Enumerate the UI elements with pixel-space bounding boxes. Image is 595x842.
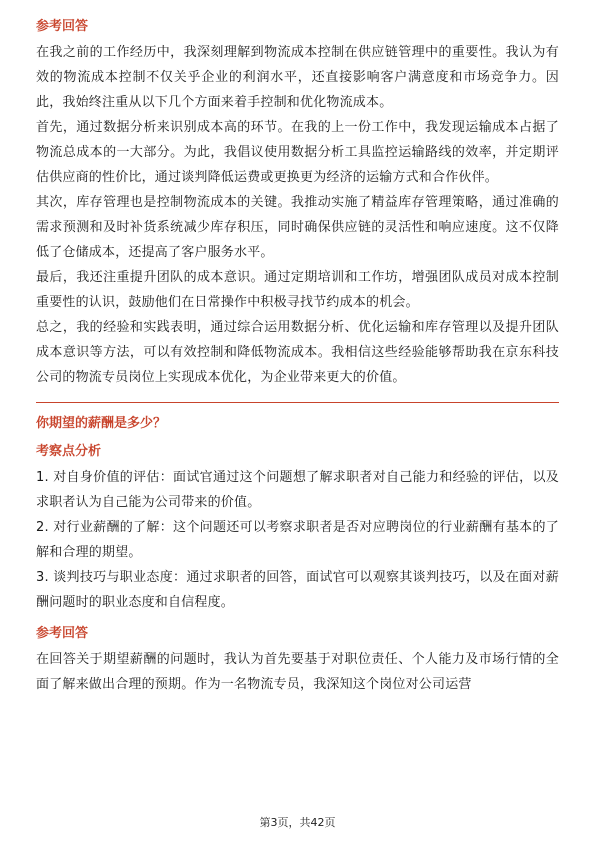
- analysis-item: 3. 谈判技巧与职业态度：通过求职者的回答，面试官可以观察其谈判技巧，以及在面对薪酬问题时的职业态度和自信程度。: [36, 570, 559, 610]
- section-heading-reference-answer-2: 参考回答: [36, 626, 89, 641]
- section-heading-analysis: 考察点分析: [36, 444, 102, 459]
- section-heading-reference-answer: 参考回答: [36, 19, 89, 34]
- section-divider: [36, 402, 559, 403]
- paragraph: 首先，通过数据分析来识别成本高的环节。在我的上一份工作中，我发现运输成本占据了物流总成本的一大部分。为此，我倡议使用数据分析工具监控运输路线的效率，并定期评估供应商的性价比，通过谈判降低运费或更换更为经济的运输方式和合作伙伴。: [36, 120, 559, 185]
- question-title: 你期望的薪酬是多少？: [36, 416, 167, 431]
- analysis-item: 2. 对行业薪酬的了解：这个问题还可以考察求职者是否对应聘岗位的行业薪酬有基本的了解和合理的期望。: [36, 520, 559, 560]
- page-number: 第3页，共42页: [259, 816, 336, 829]
- paragraph: 总之，我的经验和实践表明，通过综合运用数据分析、优化运输和库存管理以及提升团队成本意识等方法，可以有效控制和降低物流成本。我相信这些经验能够帮助我在京东科技公司的物流专员岗位上实现成本优化，为企业带来更大的价值。: [36, 320, 559, 385]
- paragraph: 最后，我还注重提升团队的成本意识。通过定期培训和工作坊，增强团队成员对成本控制重要性的认识，鼓励他们在日常操作中积极寻找节约成本的机会。: [36, 270, 559, 310]
- paragraph: 在回答关于期望薪酬的问题时，我认为首先要基于对职位责任、个人能力及市场行情的全面了解来做出合理的预期。作为一名物流专员，我深知这个岗位对公司运营: [36, 652, 559, 692]
- paragraph: 其次，库存管理也是控制物流成本的关键。我推动实施了精益库存管理策略，通过准确的需求预测和及时补货系统减少库存积压，同时确保供应链的灵活性和响应速度。这不仅降低了仓储成本，还提高了客户服务水平。: [36, 195, 559, 260]
- paragraph: 在我之前的工作经历中，我深刻理解到物流成本控制在供应链管理中的重要性。我认为有效的物流成本控制不仅关乎企业的利润水平，还直接影响客户满意度和市场竞争力。因此，我始终注重从以下几个方面来着手控制和优化物流成本。: [36, 45, 559, 110]
- document-page: [36, 18, 559, 697]
- analysis-item: 1. 对自身价值的评估：面试官通过这个问题想了解求职者对自己能力和经验的评估，以及求职者认为自己能为公司带来的价值。: [36, 470, 559, 510]
